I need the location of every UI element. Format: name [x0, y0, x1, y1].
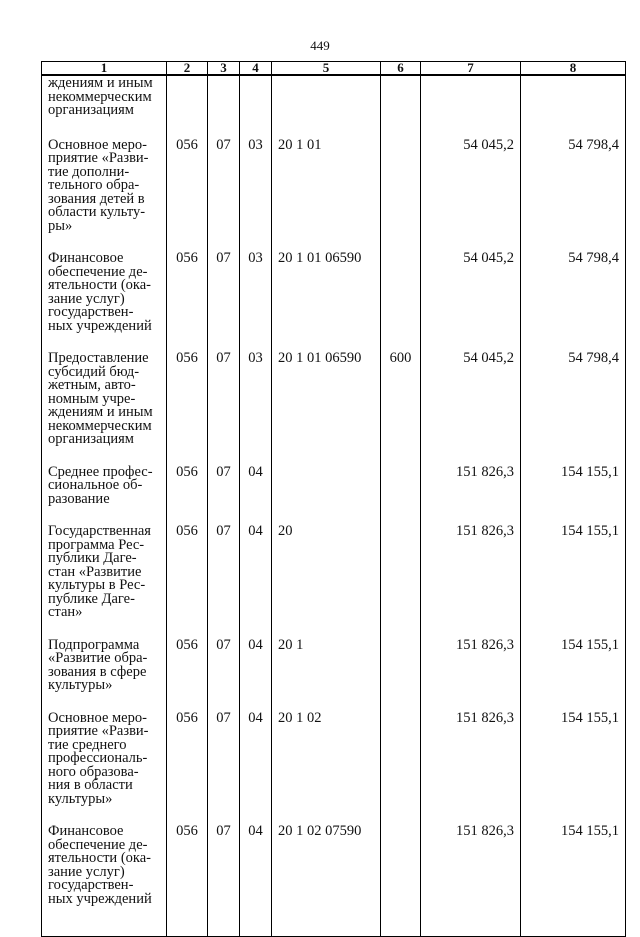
name-line: субсидий бюд- — [48, 363, 140, 380]
cell-podrazdel: 04 — [240, 522, 272, 636]
header-col-6: 6 — [381, 62, 421, 76]
cell-expense-type: 600 — [381, 349, 421, 463]
cell-amount-year-1: 151 826,3 — [421, 709, 521, 823]
cell-target-article: 20 1 01 06590 — [272, 249, 381, 349]
name-line: стан» — [48, 604, 83, 620]
name-line: Основное меро- — [48, 136, 147, 153]
cell-expense-type — [381, 522, 421, 636]
table-row — [42, 249, 626, 349]
name-line: ных учреждений — [48, 317, 152, 334]
name-line: тие дополни- — [48, 163, 130, 180]
name-line: ждениям и иным — [48, 75, 153, 91]
name-line: некоммерческим — [48, 88, 152, 105]
name-line: публике Даге- — [48, 590, 135, 607]
name-line: Государственная — [48, 523, 151, 539]
cell-amount-year-2: 154 155,1 — [521, 822, 626, 937]
cell-ved: 056 — [167, 136, 208, 250]
cell-razdel: 07 — [208, 249, 240, 349]
name-line: разование — [48, 490, 110, 507]
cell-ved: 056 — [167, 709, 208, 823]
cell-name — [42, 75, 167, 136]
table-row — [42, 349, 626, 463]
cell-razdel: 07 — [208, 822, 240, 937]
cell-amount-year-2: 154 155,1 — [521, 636, 626, 709]
name-line: профессиональ- — [48, 750, 148, 766]
cell-expense-type — [381, 75, 421, 136]
cell-podrazdel: 04 — [240, 636, 272, 709]
cell-expense-type — [381, 463, 421, 523]
name-line: Финансовое — [48, 823, 124, 839]
cell-razdel: 07 — [208, 636, 240, 709]
cell-podrazdel: 04 — [240, 822, 272, 937]
cell-razdel: 07 — [208, 349, 240, 463]
cell-amount-year-1: 151 826,3 — [421, 463, 521, 523]
header-col-2: 2 — [167, 62, 208, 76]
name-line: зание услуг) — [48, 863, 125, 880]
name-line: государствен- — [48, 304, 134, 320]
header-col-5: 5 — [272, 62, 381, 76]
cell-name — [42, 709, 167, 823]
name-line: обеспечение де- — [48, 836, 148, 853]
cell-amount-year-2 — [521, 75, 626, 136]
cell-amount-year-2: 54 798,4 — [521, 136, 626, 250]
table-row — [42, 75, 626, 136]
name-line: ных учреждений — [48, 890, 152, 907]
table-row — [42, 709, 626, 823]
name-line: приятие «Разви- — [48, 150, 149, 166]
name-line: ния в области — [48, 777, 133, 793]
cell-amount-year-1: 151 826,3 — [421, 522, 521, 636]
cell-ved: 056 — [167, 463, 208, 523]
page-number: 449 — [310, 38, 330, 53]
cell-name — [42, 136, 167, 250]
cell-name — [42, 636, 167, 709]
name-line: организациям — [48, 102, 134, 118]
name-line: номным учре- — [48, 390, 136, 407]
cell-expense-type — [381, 136, 421, 250]
cell-target-article — [272, 463, 381, 523]
header-col-7: 7 — [421, 62, 521, 76]
name-line: ятельности (ока- — [48, 277, 151, 293]
cell-name — [42, 249, 167, 349]
name-line: Среднее профес- — [48, 463, 153, 480]
cell-name — [42, 349, 167, 463]
cell-name — [42, 822, 167, 937]
cell-podrazdel: 04 — [240, 463, 272, 523]
name-line: зования в сфере — [48, 663, 147, 680]
cell-expense-type — [381, 709, 421, 823]
name-line: Предоставление — [48, 350, 149, 366]
cell-amount-year-2: 154 155,1 — [521, 709, 626, 823]
table-body — [42, 75, 626, 937]
name-line: зание услуг) — [48, 290, 125, 307]
header-col-1: 1 — [42, 62, 167, 76]
cell-razdel: 07 — [208, 522, 240, 636]
cell-ved: 056 — [167, 636, 208, 709]
name-line: ждениям и иным — [48, 404, 153, 420]
cell-ved: 056 — [167, 249, 208, 349]
cell-target-article: 20 1 01 — [272, 136, 381, 250]
cell-amount-year-2: 154 155,1 — [521, 463, 626, 523]
table-header — [42, 62, 626, 76]
cell-podrazdel — [240, 75, 272, 136]
name-line: ятельности (ока- — [48, 850, 151, 866]
cell-target-article: 20 1 01 06590 — [272, 349, 381, 463]
cell-target-article — [272, 75, 381, 136]
name-line: области культу- — [48, 204, 146, 220]
name-line: Финансовое — [48, 250, 124, 266]
name-line: программа Рес- — [48, 536, 145, 553]
cell-target-article: 20 1 — [272, 636, 381, 709]
cell-amount-year-1: 54 045,2 — [421, 136, 521, 250]
cell-amount-year-1 — [421, 75, 521, 136]
name-line: ного образова- — [48, 763, 139, 780]
name-line: культуры» — [48, 677, 113, 693]
name-line: тие среднего — [48, 736, 127, 753]
name-line: сиональное об- — [48, 477, 143, 493]
name-line: культуры» — [48, 790, 113, 807]
cell-ved: 056 — [167, 349, 208, 463]
table-row — [42, 636, 626, 709]
cell-amount-year-1: 54 045,2 — [421, 249, 521, 349]
name-line: публики Даге- — [48, 550, 137, 566]
name-line: Основное меро- — [48, 709, 147, 726]
cell-amount-year-2: 54 798,4 — [521, 349, 626, 463]
budget-table — [41, 61, 626, 937]
name-line: приятие «Разви- — [48, 723, 149, 739]
cell-amount-year-1: 151 826,3 — [421, 636, 521, 709]
name-line: Подпрограмма — [48, 636, 140, 653]
cell-razdel: 07 — [208, 136, 240, 250]
name-line: культуры в Рес- — [48, 577, 146, 593]
cell-expense-type — [381, 636, 421, 709]
cell-podrazdel: 03 — [240, 349, 272, 463]
name-line: жетным, авто- — [48, 377, 136, 393]
name-line: некоммерческим — [48, 417, 152, 434]
cell-expense-type — [381, 249, 421, 349]
name-line: зования детей в — [48, 190, 145, 207]
cell-ved: 056 — [167, 522, 208, 636]
cell-amount-year-1: 54 045,2 — [421, 349, 521, 463]
header-row — [42, 62, 626, 76]
table-row — [42, 822, 626, 937]
cell-ved — [167, 75, 208, 136]
cell-target-article: 20 1 02 — [272, 709, 381, 823]
cell-ved: 056 — [167, 822, 208, 937]
cell-target-article: 20 — [272, 522, 381, 636]
name-line: организациям — [48, 431, 134, 447]
table-row — [42, 136, 626, 250]
table-row — [42, 522, 626, 636]
table-row — [42, 463, 626, 523]
cell-target-article: 20 1 02 07590 — [272, 822, 381, 937]
name-line: обеспечение де- — [48, 263, 148, 280]
header-col-4: 4 — [240, 62, 272, 76]
cell-podrazdel: 03 — [240, 136, 272, 250]
cell-name — [42, 463, 167, 523]
header-col-8: 8 — [521, 62, 626, 76]
cell-expense-type — [381, 822, 421, 937]
cell-amount-year-2: 54 798,4 — [521, 249, 626, 349]
name-line: «Развитие обра- — [48, 650, 148, 666]
header-col-3: 3 — [208, 62, 240, 76]
name-line: ры» — [48, 217, 73, 234]
cell-razdel: 07 — [208, 463, 240, 523]
cell-podrazdel: 03 — [240, 249, 272, 349]
name-line: тельного обра- — [48, 177, 140, 193]
cell-name — [42, 522, 167, 636]
cell-razdel — [208, 75, 240, 136]
cell-amount-year-2: 154 155,1 — [521, 522, 626, 636]
cell-amount-year-1: 151 826,3 — [421, 822, 521, 937]
cell-razdel: 07 — [208, 709, 240, 823]
cell-podrazdel: 04 — [240, 709, 272, 823]
name-line: государствен- — [48, 877, 134, 893]
name-line: стан «Развитие — [48, 563, 142, 580]
